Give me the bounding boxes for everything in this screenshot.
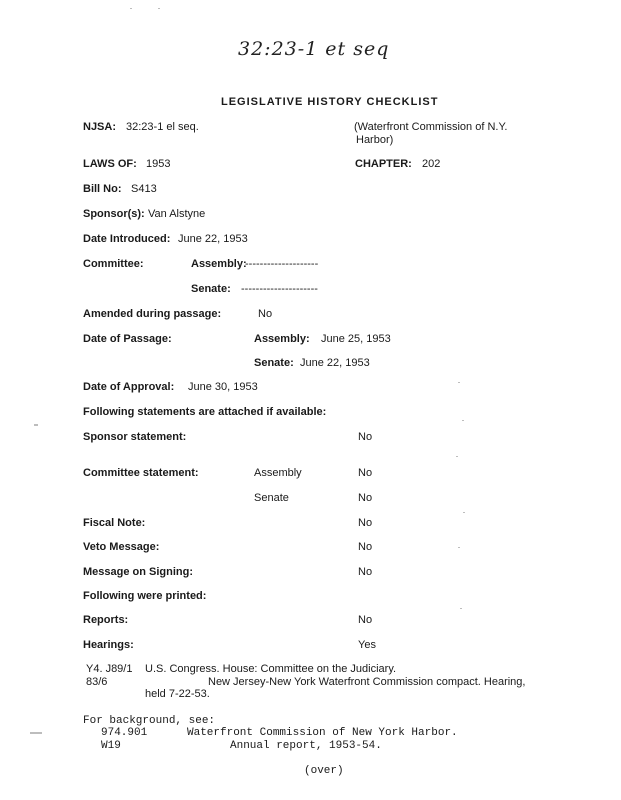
committee-statement-assembly-label: Assembly <box>254 467 302 479</box>
scan-speck <box>130 8 132 9</box>
hearings-value: Yes <box>358 639 376 651</box>
laws-of-value: 1953 <box>146 158 171 170</box>
chapter-value: 202 <box>422 158 441 170</box>
date-of-approval-label: Date of Approval: <box>83 381 175 393</box>
scan-speck <box>158 8 160 9</box>
hearings-label: Hearings: <box>83 639 134 651</box>
scan-speck <box>463 512 465 513</box>
hearing-ref-line2: New Jersey-New York Waterfront Commission compact. Hearing, <box>208 676 526 688</box>
bill-no-label: Bill No: <box>83 183 122 195</box>
veto-message-value: No <box>358 541 373 553</box>
scan-speck <box>456 456 458 457</box>
handwritten-citation: 32:23-1 et seq <box>238 38 390 60</box>
background-call-number-2: W19 <box>101 740 121 752</box>
veto-message-label: Veto Message: <box>83 541 160 553</box>
following-attached-heading: Following statements are attached if available: <box>83 406 327 418</box>
background-line2: Annual report, 1953-54. <box>230 740 382 752</box>
amended-value: No <box>258 308 273 320</box>
scan-speck <box>462 420 464 421</box>
page-title: LEGISLATIVE HISTORY CHECKLIST <box>221 96 439 108</box>
bill-no-value: S413 <box>131 183 157 195</box>
passage-senate-value: June 22, 1953 <box>300 357 370 369</box>
njsa-value: 32:23-1 el seq. <box>126 121 199 133</box>
committee-assembly-label: Assembly: <box>191 258 247 270</box>
passage-assembly-value: June 25, 1953 <box>321 333 391 345</box>
scan-speck <box>458 547 460 548</box>
passage-assembly-label: Assembly: <box>254 333 310 345</box>
committee-senate-label: Senate: <box>191 283 231 295</box>
amended-label: Amended during passage: <box>83 308 222 320</box>
date-introduced-label: Date Introduced: <box>83 233 171 245</box>
hearing-call-number-2: 83/6 <box>86 676 108 688</box>
sponsor-label: Sponsor(s): <box>83 208 145 220</box>
following-printed-heading: Following were printed: <box>83 590 207 602</box>
chapter-label: CHAPTER: <box>355 158 412 170</box>
committee-statement-assembly-value: No <box>358 467 373 479</box>
njsa-note-line1: (Waterfront Commission of N.Y. <box>354 121 508 133</box>
committee-statement-senate-label: Senate <box>254 492 289 504</box>
scan-speck <box>458 382 460 383</box>
date-of-approval-value: June 30, 1953 <box>188 381 258 393</box>
footer-over: (over) <box>304 765 344 777</box>
hearing-call-number-1: Y4. J89/1 <box>86 663 133 675</box>
scan-speck <box>460 608 462 609</box>
committee-senate-value: --------------------- <box>241 283 318 295</box>
date-introduced-value: June 22, 1953 <box>178 233 248 245</box>
message-on-signing-label: Message on Signing: <box>83 566 194 578</box>
background-line1: Waterfront Commission of New York Harbor. <box>187 727 458 739</box>
reports-label: Reports: <box>83 614 129 626</box>
background-heading: For background, see: <box>83 715 216 727</box>
njsa-note-line2: Harbor) <box>356 134 394 146</box>
hearing-ref-line3: held 7-22-53. <box>145 688 210 700</box>
njsa-label: NJSA: <box>83 121 117 133</box>
committee-statement-senate-value: No <box>358 492 373 504</box>
background-call-number-1: 974.901 <box>101 727 148 739</box>
sponsor-statement-value: No <box>358 431 373 443</box>
committee-assembly-value: -------------------- <box>245 258 319 270</box>
date-of-passage-label: Date of Passage: <box>83 333 172 345</box>
scan-speck <box>30 732 42 734</box>
committee-statement-label: Committee statement: <box>83 467 199 479</box>
message-on-signing-value: No <box>358 566 373 578</box>
committee-label: Committee: <box>83 258 144 270</box>
laws-of-label: LAWS OF: <box>83 158 137 170</box>
hearing-ref-line1: U.S. Congress. House: Committee on the Judiciary. <box>145 663 397 675</box>
sponsor-statement-label: Sponsor statement: <box>83 431 187 443</box>
fiscal-note-value: No <box>358 517 373 529</box>
reports-value: No <box>358 614 373 626</box>
passage-senate-label: Senate: <box>254 357 294 369</box>
sponsor-value: Van Alstyne <box>148 208 206 220</box>
fiscal-note-label: Fiscal Note: <box>83 517 146 529</box>
scan-speck <box>34 424 38 426</box>
